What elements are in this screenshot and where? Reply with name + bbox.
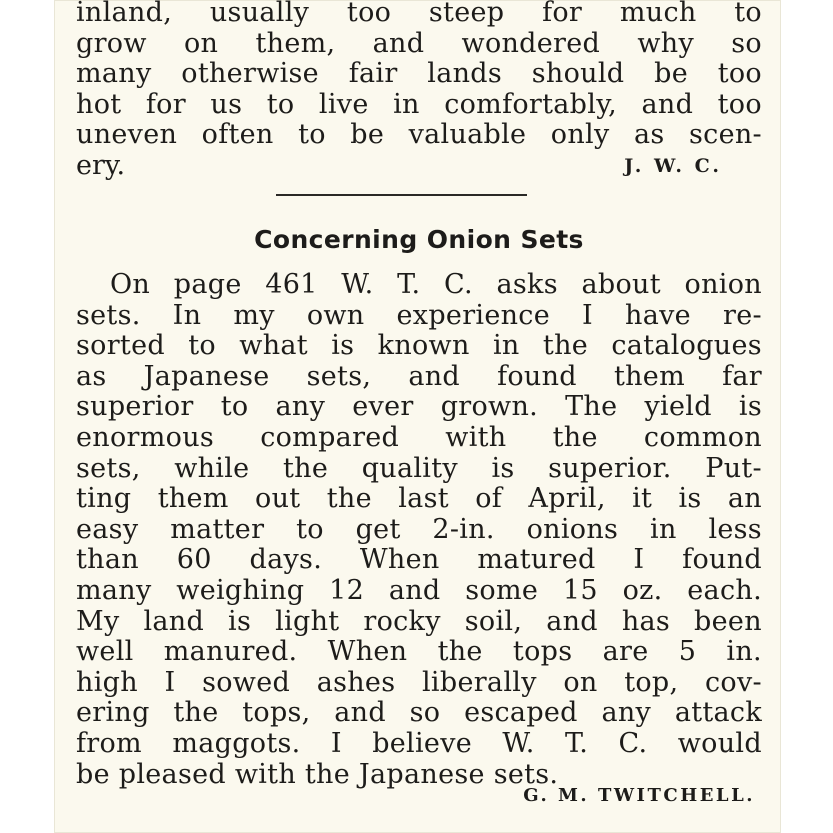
word: any	[275, 391, 326, 423]
article-body	[76, 270, 762, 790]
word: ashes	[316, 666, 396, 698]
word: 60	[176, 544, 212, 576]
word: and	[388, 574, 441, 606]
word: T.	[564, 727, 589, 759]
word: escaped	[464, 697, 578, 729]
word: days.	[249, 544, 323, 576]
word: to	[188, 330, 216, 362]
word: own	[306, 299, 365, 331]
word: to	[296, 513, 324, 545]
word: what	[239, 330, 308, 362]
word: them	[157, 483, 229, 515]
word: many	[76, 58, 152, 90]
word: rocky	[363, 605, 441, 637]
word: April,	[528, 483, 606, 515]
word: and	[408, 360, 460, 392]
word: in	[393, 88, 420, 120]
word: matter	[170, 513, 265, 545]
word: asks	[496, 269, 558, 300]
word: yield	[644, 391, 712, 423]
word: ever	[352, 391, 414, 423]
word: In	[172, 299, 202, 331]
word: my	[233, 299, 275, 331]
word: matured	[477, 544, 596, 576]
text-line	[76, 515, 762, 546]
word: catalogues	[611, 330, 762, 362]
word: page	[173, 269, 242, 300]
word: should	[531, 58, 625, 90]
word: as	[633, 119, 665, 151]
word: usually	[209, 0, 310, 28]
word: live	[318, 88, 369, 120]
word: inland,	[76, 0, 173, 28]
word: superior	[76, 391, 194, 423]
word: believe	[372, 727, 473, 759]
word: On	[110, 269, 151, 300]
word: and	[334, 697, 386, 729]
word: only	[550, 119, 610, 151]
text-line	[76, 454, 762, 485]
text-line	[76, 607, 762, 638]
word: on	[563, 666, 598, 698]
word: has	[621, 605, 671, 637]
word: C.	[618, 727, 648, 759]
newspaper-clipping	[54, 0, 781, 833]
word: for	[145, 88, 186, 120]
word: with	[445, 421, 507, 453]
word: otherwise	[181, 58, 319, 90]
word: in	[492, 330, 520, 362]
word: well	[76, 636, 134, 668]
text-line	[76, 362, 762, 393]
word: The	[565, 391, 618, 423]
word: be	[654, 58, 688, 90]
word: as	[76, 360, 107, 392]
text-line	[76, 729, 762, 760]
word: sets,	[306, 360, 372, 392]
word: My	[76, 605, 120, 637]
word: re-	[723, 299, 762, 331]
word: some	[465, 574, 539, 606]
word: found	[497, 360, 577, 392]
word: get	[355, 513, 401, 545]
word: fair	[348, 58, 398, 90]
article-last-line-text: be pleased with the Japanese sets.	[76, 758, 559, 790]
word: compared	[260, 421, 400, 453]
word: is	[228, 605, 252, 637]
text-line	[76, 392, 762, 423]
word: grow	[76, 27, 147, 59]
word: liberally	[421, 666, 537, 698]
word: the	[437, 636, 483, 668]
word: comfortably,	[444, 88, 618, 120]
word: wondered	[461, 27, 601, 59]
word: enormous	[76, 421, 215, 453]
word: 461	[265, 269, 318, 300]
word: T.	[397, 269, 421, 300]
word: I	[164, 666, 176, 698]
author-signature: G. M. TWITCHELL.	[523, 785, 755, 806]
word: too	[717, 58, 762, 90]
word: maggots.	[172, 727, 301, 759]
word: oz.	[622, 574, 663, 606]
word: sets,	[76, 452, 141, 484]
word: Japanese	[143, 360, 270, 392]
word: been	[694, 605, 762, 637]
previous-article-lines	[76, 0, 762, 151]
previous-article-ending	[76, 0, 762, 181]
word: why	[637, 27, 695, 59]
word: sets.	[76, 299, 141, 331]
word: is	[738, 391, 762, 423]
word: weighing	[176, 574, 305, 606]
word: it	[632, 483, 653, 515]
word: so	[731, 27, 762, 59]
word: W.	[502, 727, 535, 759]
word: superior.	[548, 452, 672, 484]
word: too	[717, 88, 762, 120]
previous-article-final-row	[76, 151, 762, 181]
word: each.	[687, 574, 762, 606]
word: known	[377, 330, 470, 362]
word: them,	[255, 27, 336, 59]
word: about	[581, 269, 661, 300]
word: 2-in.	[432, 513, 495, 545]
word: any	[601, 697, 652, 729]
text-line	[76, 484, 762, 515]
word: for	[542, 0, 583, 28]
word: uneven	[76, 119, 178, 151]
word: the	[542, 330, 589, 362]
word: lands	[427, 58, 503, 90]
word: are	[602, 636, 649, 668]
text-line	[76, 637, 762, 668]
word: I	[633, 544, 645, 576]
word: 15	[562, 574, 598, 606]
text-line	[76, 423, 762, 454]
word: 12	[329, 574, 365, 606]
word: quality	[361, 452, 458, 484]
text-line	[76, 698, 762, 729]
word: cov-	[705, 666, 762, 698]
text-line	[76, 331, 762, 362]
text-line	[76, 270, 762, 301]
word: an	[727, 483, 762, 515]
word: high	[76, 666, 138, 698]
text-line	[76, 301, 762, 332]
word: the	[283, 452, 329, 484]
word: many	[76, 574, 152, 606]
word: to	[220, 391, 249, 423]
word: out	[255, 483, 301, 515]
word: from	[76, 727, 142, 759]
word: C.	[443, 269, 473, 300]
article-body-lines	[76, 270, 762, 760]
word: while	[174, 452, 250, 484]
word: hot	[76, 88, 122, 120]
text-line	[76, 545, 762, 576]
word: in	[650, 513, 677, 545]
word: the	[326, 483, 372, 515]
word: attack	[674, 697, 762, 729]
word: found	[682, 544, 762, 576]
word: to	[266, 88, 295, 120]
word: so	[409, 697, 441, 729]
word: onions	[526, 513, 619, 545]
word: steep	[428, 0, 505, 28]
text-line	[76, 90, 762, 121]
word: would	[677, 727, 762, 759]
word: is	[331, 330, 355, 362]
word: far	[722, 360, 762, 392]
word: ering	[76, 697, 150, 729]
word: much	[619, 0, 697, 28]
previous-article-initials: J. W. C.	[624, 154, 722, 177]
word: and	[641, 88, 694, 120]
text-line	[76, 668, 762, 699]
word: easy	[76, 513, 139, 545]
word: and	[372, 27, 425, 59]
text-line	[76, 59, 762, 90]
text-line	[76, 0, 762, 29]
text-line	[76, 576, 762, 607]
word: grown.	[440, 391, 539, 423]
text-line	[76, 29, 762, 60]
word: scen-	[689, 119, 762, 151]
word: 5	[678, 636, 697, 668]
word: and	[546, 605, 598, 637]
word: manured.	[163, 636, 298, 668]
word: soil,	[464, 605, 523, 637]
word: is	[491, 452, 515, 484]
word: W.	[341, 269, 374, 300]
article-title: Concerning Onion Sets	[254, 225, 584, 254]
word: the	[173, 697, 219, 729]
word: onion	[684, 269, 762, 300]
word: in.	[726, 636, 762, 668]
section-divider-rule	[276, 194, 527, 196]
word: When	[327, 636, 408, 668]
word: When	[359, 544, 440, 576]
word: us	[210, 88, 243, 120]
word: sowed	[202, 666, 291, 698]
word: I	[582, 299, 594, 331]
word: to	[298, 119, 326, 151]
word: too	[346, 0, 392, 28]
word: them	[613, 360, 685, 392]
word: often	[201, 119, 274, 151]
word: experience	[396, 299, 551, 331]
word: be	[350, 119, 385, 151]
text-line	[76, 120, 762, 151]
word: light	[275, 605, 340, 637]
word: tops	[512, 636, 573, 668]
word: on	[184, 27, 219, 59]
word: less	[708, 513, 762, 545]
word: to	[734, 0, 762, 28]
word: sorted	[76, 330, 165, 362]
word: land	[143, 605, 205, 637]
word: common	[643, 421, 762, 453]
word: have	[625, 299, 691, 331]
word: than	[76, 544, 139, 576]
word: is	[678, 483, 702, 515]
word: top,	[624, 666, 679, 698]
word: ting	[76, 483, 132, 515]
word: of	[475, 483, 503, 515]
word: valuable	[408, 119, 527, 151]
word: the	[552, 421, 598, 453]
word: tops,	[242, 697, 311, 729]
word: last	[398, 483, 449, 515]
word: I	[330, 727, 342, 759]
word: Put-	[705, 452, 762, 484]
previous-article-last-line: ery.	[76, 149, 126, 181]
